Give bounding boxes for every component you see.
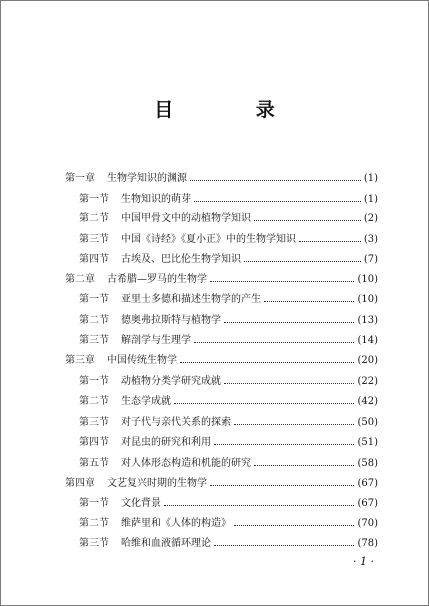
entry-title: 中国甲骨文中的动植物学知识 — [121, 213, 251, 224]
section-number: 第三节 — [79, 335, 109, 346]
entry-title: 古埃及、巴比伦生物学知识 — [121, 254, 241, 265]
page-number: (1) — [363, 173, 378, 184]
dot-leader — [244, 261, 361, 262]
page-number: (10) — [357, 274, 378, 285]
toc-entry-section — [79, 497, 378, 511]
dot-leader — [234, 424, 354, 425]
entry-title: 维萨里和《人体的构造》 — [121, 518, 231, 529]
toc-entry-section — [79, 314, 378, 328]
page-number: (70) — [357, 518, 378, 529]
dot-leader — [210, 281, 354, 282]
dot-leader — [254, 465, 354, 466]
dot-leader — [214, 545, 354, 546]
page-number: (67) — [357, 478, 378, 489]
section-number: 第一节 — [79, 498, 109, 509]
chapter-number: 第一章 — [65, 173, 95, 184]
dot-leader — [180, 362, 354, 363]
section-number: 第二节 — [79, 213, 109, 224]
page-number: (51) — [357, 437, 378, 448]
page-number: (78) — [357, 538, 378, 549]
section-number: 第二节 — [79, 315, 109, 326]
chapter-number: 第三章 — [65, 355, 95, 366]
toc-entry-section — [79, 233, 378, 247]
entry-title: 解剖学与生理学 — [121, 335, 191, 346]
toc-entry-section — [79, 457, 378, 471]
entry-title: 中国《诗经》《夏小正》中的生物学知识 — [121, 234, 296, 245]
dot-leader — [194, 342, 354, 343]
entry-title: 德奥弗拉斯特与植物学 — [121, 315, 221, 326]
entry-title: 文艺复兴时期的生物学 — [107, 478, 207, 489]
entry-title: 生态学成就 — [121, 396, 171, 407]
section-number: 第四节 — [79, 437, 109, 448]
dot-leader — [224, 383, 354, 384]
chapter-number: 第二章 — [65, 274, 95, 285]
toc-entry-chapter — [65, 354, 378, 368]
section-number: 第四节 — [79, 254, 109, 265]
dot-leader — [224, 322, 354, 323]
page-number: (7) — [363, 254, 378, 265]
page-folio: · 1 · — [353, 555, 374, 568]
toc-entry-section — [79, 334, 378, 348]
entry-title: 哈维和血液循环理论 — [121, 538, 211, 549]
toc-entry-section — [79, 517, 378, 531]
page-number: (50) — [357, 417, 378, 428]
page-title: 目 录 — [154, 99, 313, 121]
page-number: (1) — [363, 194, 378, 205]
section-number: 第二节 — [79, 518, 109, 529]
toc-entry-section — [79, 436, 378, 450]
section-number: 第三节 — [79, 234, 109, 245]
page-number: (10) — [357, 294, 378, 305]
section-number: 第一节 — [79, 376, 109, 387]
toc-entry-section — [79, 212, 378, 226]
entry-title: 对人体形态构造和机能的研究 — [121, 458, 251, 469]
entry-title: 生物学知识的渊源 — [107, 173, 187, 184]
dot-leader — [254, 220, 361, 221]
toc-entry-section — [79, 395, 378, 409]
dot-leader — [174, 403, 354, 404]
toc-entry-section — [79, 193, 378, 207]
dot-leader — [190, 180, 361, 181]
entry-title: 生物知识的萌芽 — [121, 194, 191, 205]
dot-leader — [214, 444, 354, 445]
dot-leader — [264, 301, 354, 302]
dot-leader — [234, 525, 354, 526]
toc-entry-section — [79, 537, 378, 551]
dot-leader — [299, 241, 361, 242]
page-number: (20) — [357, 355, 378, 366]
entry-title: 古希腊—罗马的生物学 — [107, 274, 207, 285]
entry-title: 对昆虫的研究和利用 — [121, 437, 211, 448]
entry-title: 对子代与亲代关系的探索 — [121, 417, 231, 428]
toc-entry-chapter — [65, 273, 378, 287]
dot-leader — [210, 485, 354, 486]
dot-leader — [164, 505, 354, 506]
page-number: (58) — [357, 458, 378, 469]
chapter-number: 第四章 — [65, 478, 95, 489]
page-number: (2) — [363, 213, 378, 224]
toc-entry-section — [79, 375, 378, 389]
page-number: (42) — [357, 396, 378, 407]
toc-entry-chapter — [65, 172, 378, 186]
section-number: 第三节 — [79, 417, 109, 428]
section-number: 第二节 — [79, 396, 109, 407]
section-number: 第一节 — [79, 194, 109, 205]
toc-entry-section — [79, 253, 378, 267]
page-number: (67) — [357, 498, 378, 509]
page-number: (14) — [357, 335, 378, 346]
entry-title: 动植物分类学研究成就 — [121, 376, 221, 387]
toc-entry-section — [79, 293, 378, 307]
toc-entry-section — [79, 416, 378, 430]
section-number: 第三节 — [79, 538, 109, 549]
page-number: (13) — [357, 315, 378, 326]
page-number: (3) — [363, 234, 378, 245]
entry-title: 亚里士多德和描述生物学的产生 — [121, 294, 261, 305]
section-number: 第一节 — [79, 294, 109, 305]
page-number: (22) — [357, 376, 378, 387]
entry-title: 文化背景 — [121, 498, 161, 509]
toc-entry-chapter — [65, 477, 378, 491]
dot-leader — [194, 201, 361, 202]
entry-title: 中国传统生物学 — [107, 355, 177, 366]
section-number: 第五节 — [79, 458, 109, 469]
